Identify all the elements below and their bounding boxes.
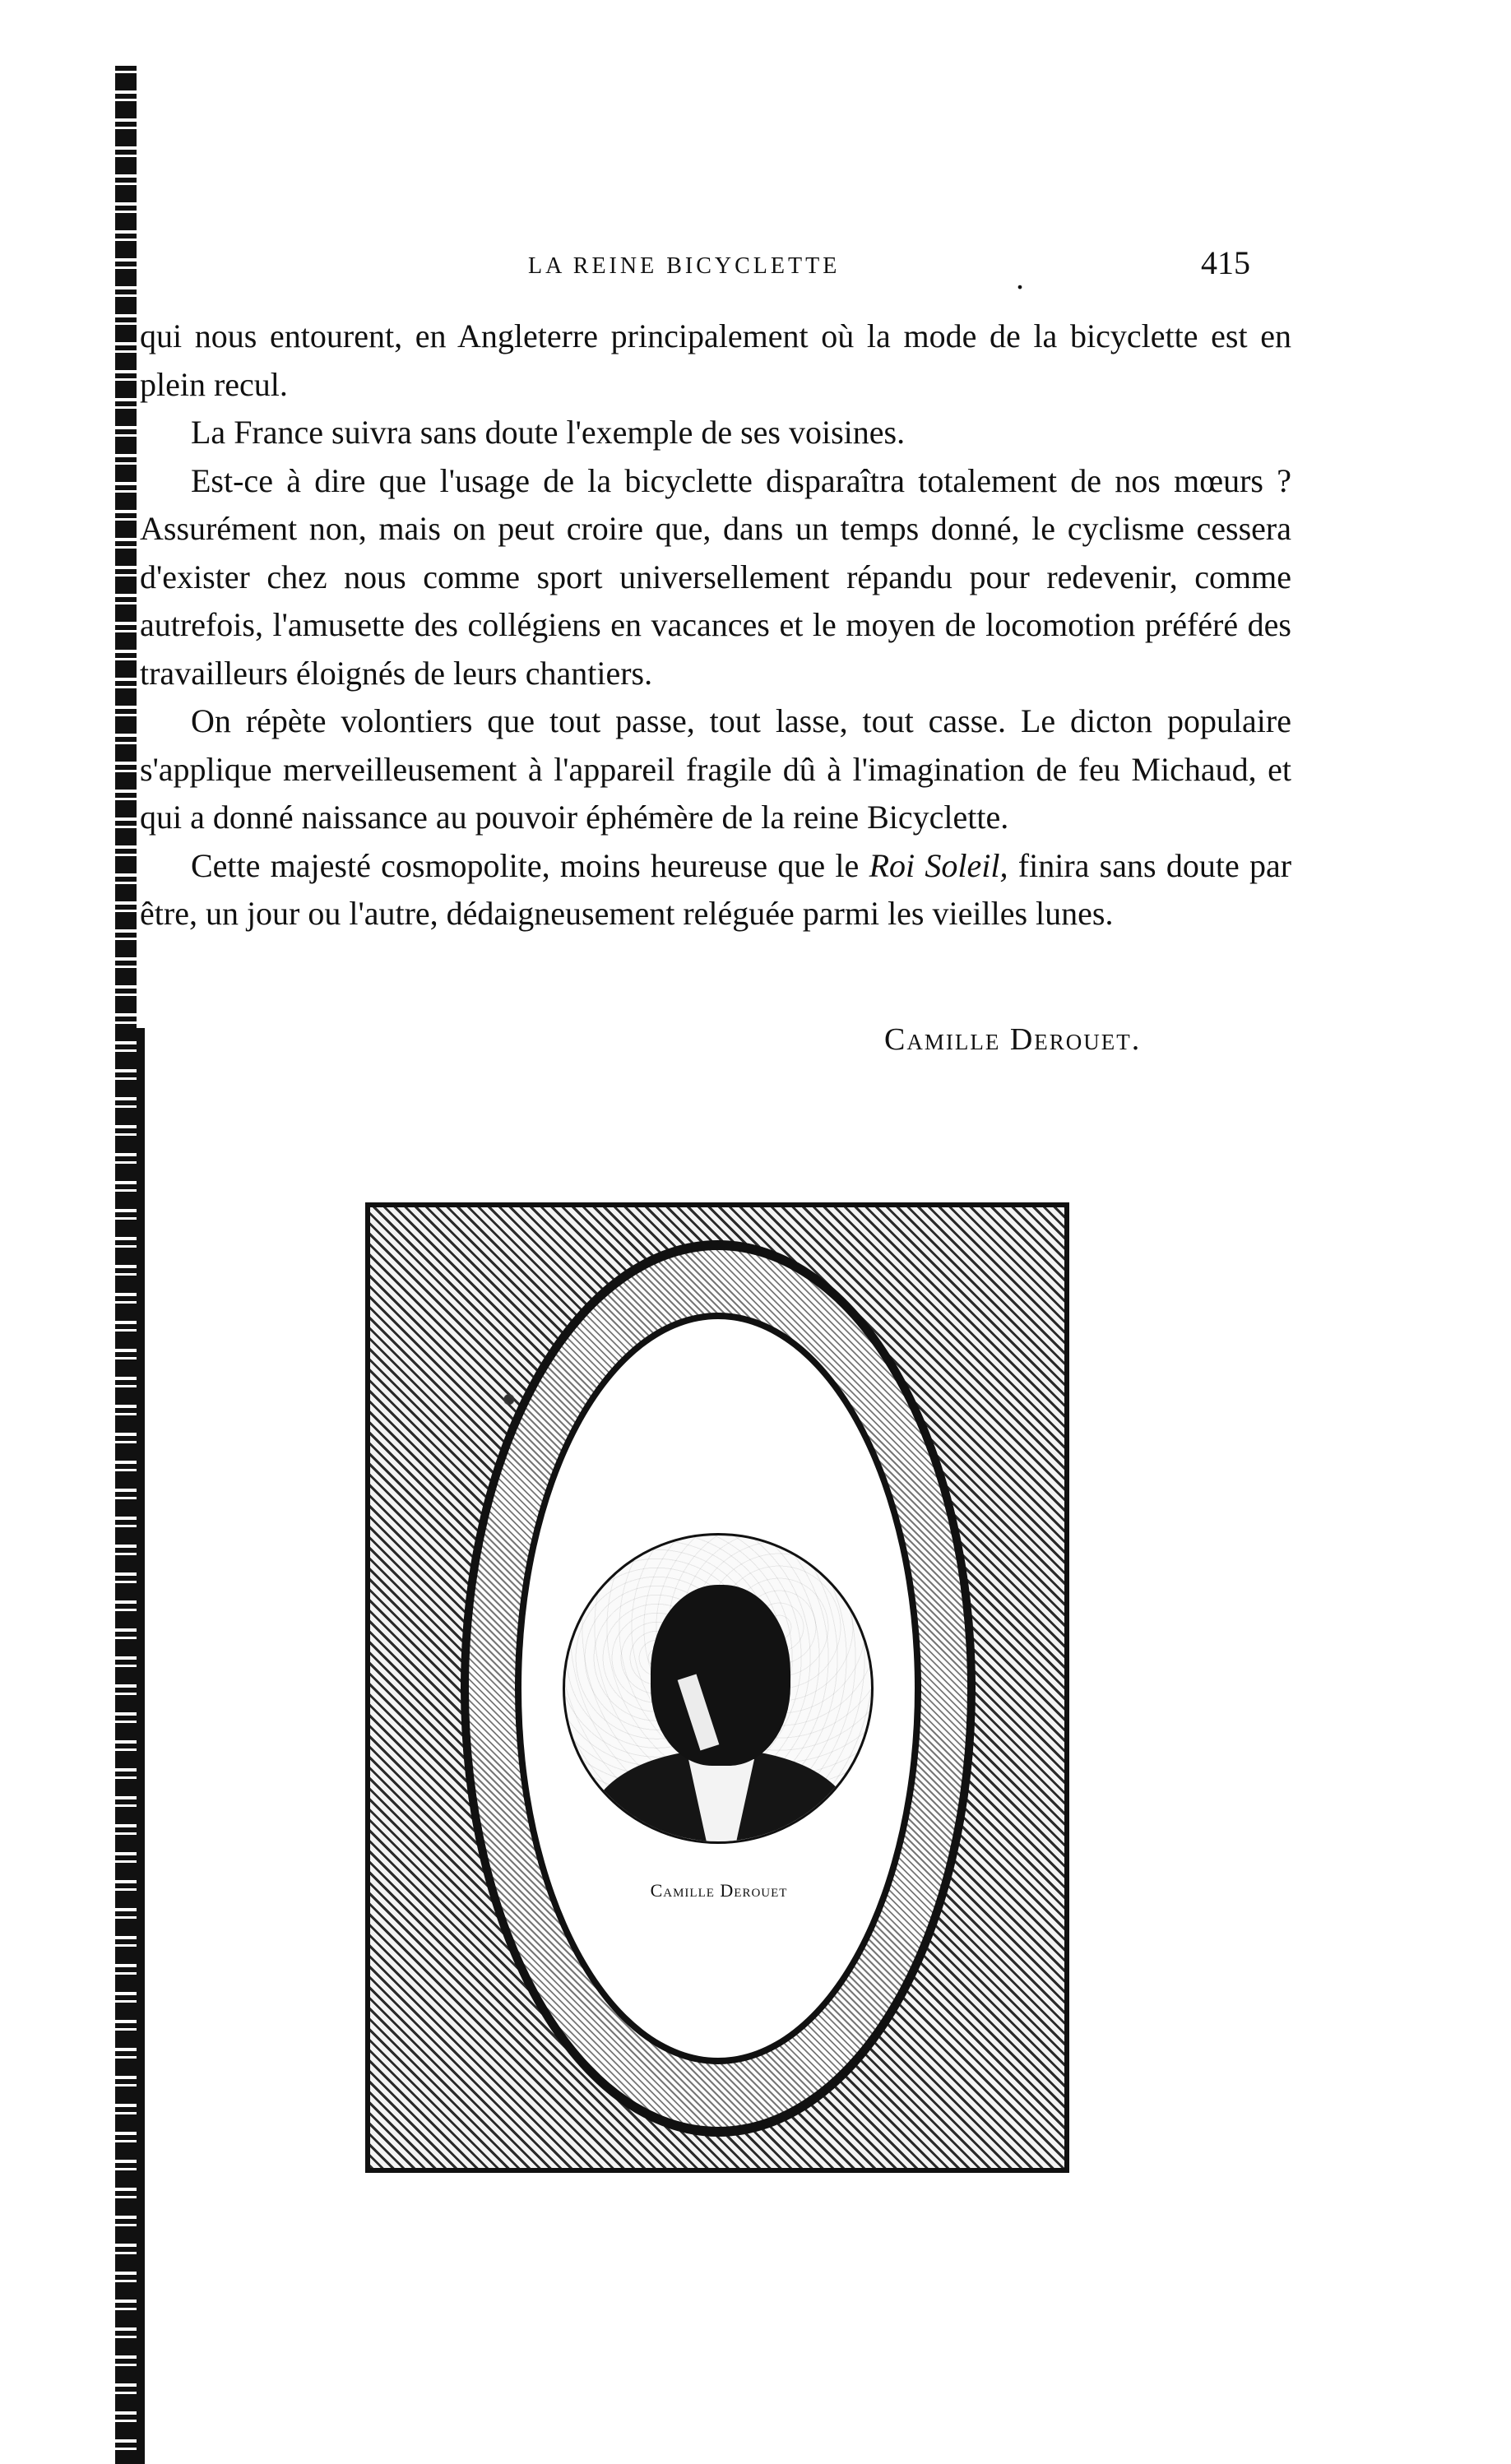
paragraph-5-start: Cette majesté cosmopolite, moins heureuse que le: [191, 846, 860, 884]
paragraph-5: [140, 842, 1291, 938]
page-number: 415: [1201, 244, 1250, 281]
paragraph-4: On répète volontiers que tout passe, tout lasse, tout casse. Le dicton populaire s'applique merveilleusement à l'appareil fragile dû à l'imagination de feu Michaud, et qui a donné naissance au pouvoir éphémère de la reine Bicyclette.: [140, 702, 1291, 836]
photo-head: [651, 1585, 790, 1766]
roi-soleil-italic: Roi Soleil,: [869, 846, 1008, 884]
running-title: LA REINE BICYCLETTE: [528, 253, 841, 279]
author-signature: Camille Derouet.: [884, 1022, 1142, 1057]
portrait-caption: Camille Derouet: [650, 1880, 788, 1901]
header-dot: .: [1016, 259, 1024, 296]
body-text: [140, 313, 1291, 938]
paragraph-1: qui nous entourent, en Angleterre principalement où la mode de la bicyclette est en plein recul.: [140, 317, 1291, 403]
portrait-oval: [521, 1319, 915, 2058]
paragraph-5-end: finira sans doute par être, un jour ou l'autre, dédaigneusement reléguée parmi les vieilles lunes.: [140, 846, 1292, 932]
portrait-plate: [365, 1202, 1069, 2173]
paragraph-2: La France suivra sans doute l'exemple de ses voisines.: [191, 414, 906, 451]
binding-edge-shadow: [137, 1028, 145, 2464]
portrait-photo: [563, 1533, 874, 1844]
paragraph-3: Est-ce à dire que l'usage de la bicyclette disparaîtra totalement de nos mœurs ? Assurément non, mais on peut croire que, dans un temps donné, le cyclisme cessera d'exister chez nous comme sport universellement répandu pour redevenir, comme autrefois, l'amusette des collégiens en vacances et le moyen de locomotion préféré des travailleurs éloignés de leurs chantiers.: [140, 461, 1291, 692]
page-header: [140, 243, 1308, 296]
binding-edge: [115, 66, 137, 2464]
